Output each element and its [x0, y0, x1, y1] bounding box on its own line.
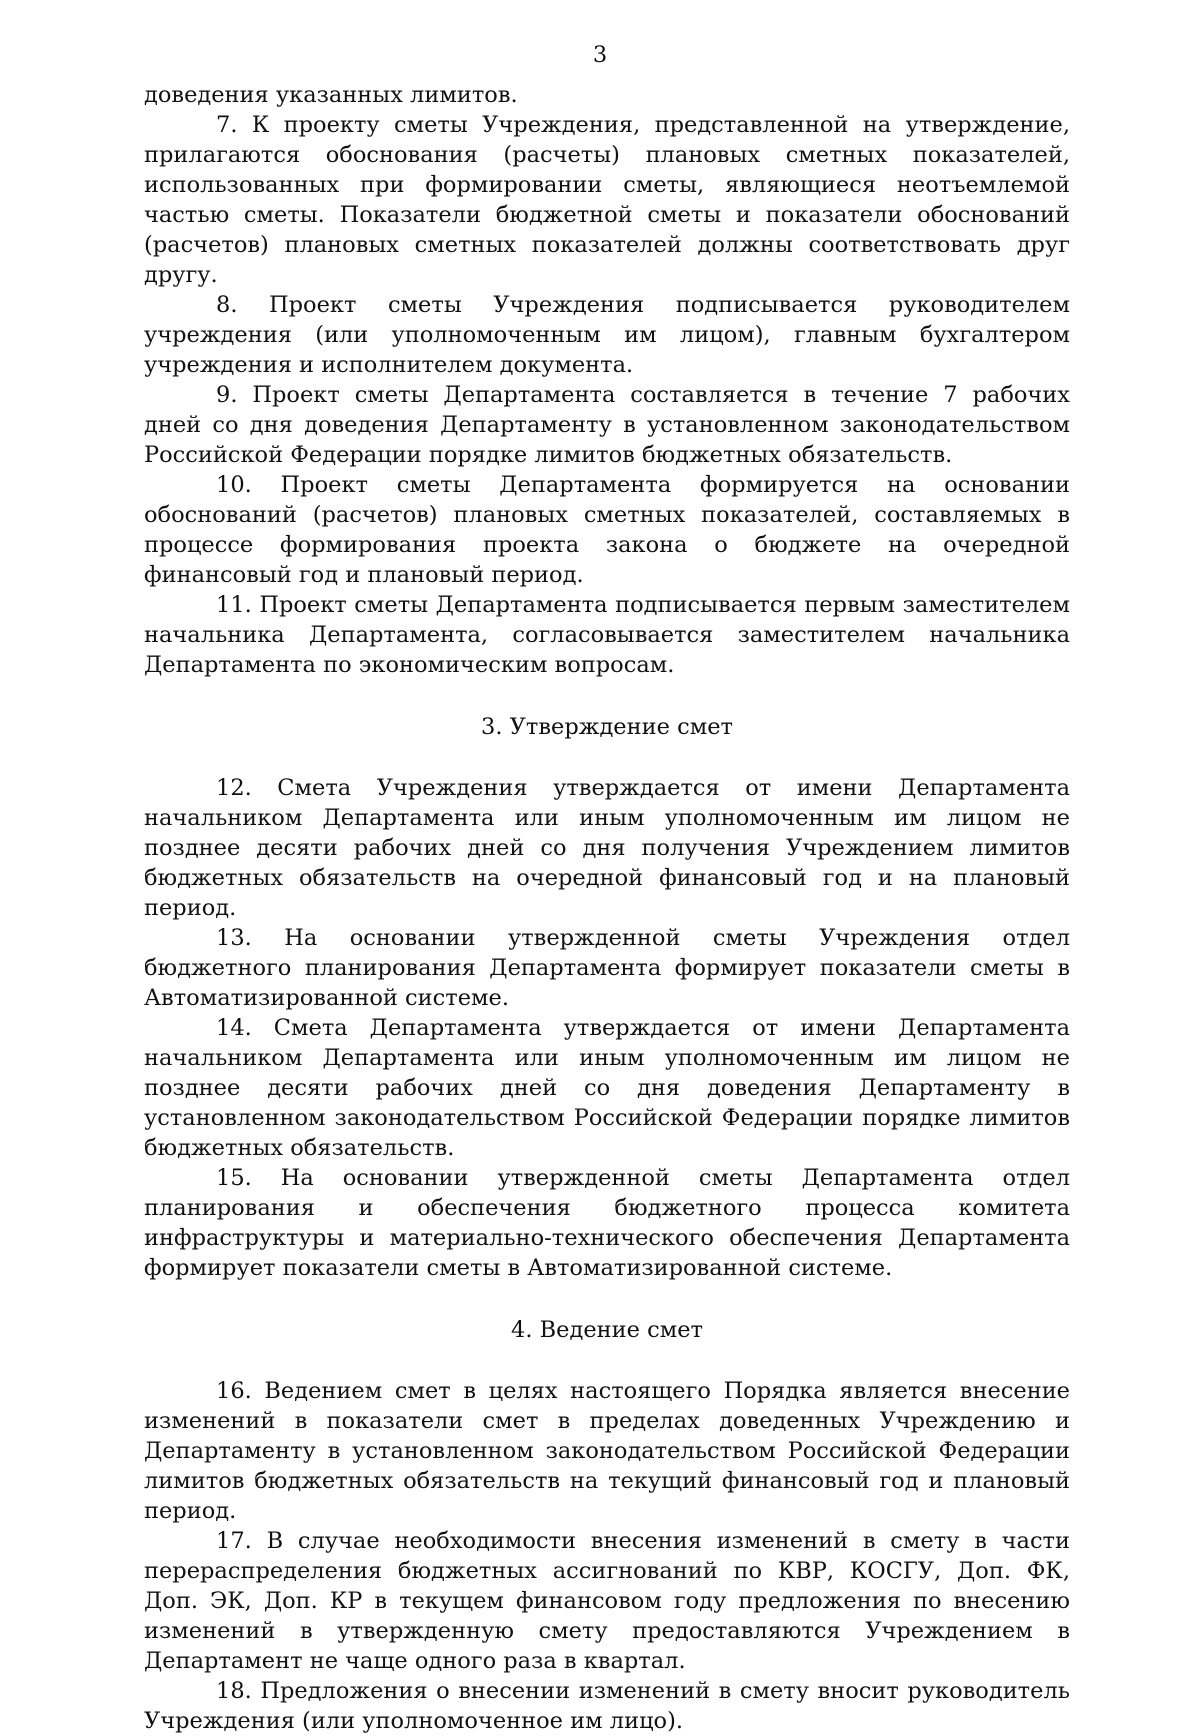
paragraph-7: 7. К проекту сметы Учреждения, представленной на утверждение, прилагаются обоснования (расчеты) плановых сметных показателей, использованных при формировании сметы, являющиеся неотъемлемой частью сметы. Показатели бюджетной сметы и показатели обоснований (расчетов) плановых сметных показателей должны соответствовать друг другу.: [144, 112, 1070, 288]
section-heading-maintenance: 4. Ведение смет: [511, 1317, 703, 1343]
paragraph-9: 9. Проект сметы Департамента составляется в течение 7 рабочих дней со дня доведения Департаменту в установленном законодательством Российской Федерации порядке лимитов бюджетных обязательств.: [144, 382, 1070, 468]
page-number: 3: [592, 42, 608, 68]
paragraph-15: 15. На основании утвержденной сметы Департамента отдел планирования и обеспечения бюджетного процесса комитета инфраструктуры и материально-технического обеспечения Департамента формирует показатели сметы в Автоматизированной системе.: [144, 1165, 1070, 1281]
paragraph-8: 8. Проект сметы Учреждения подписывается руководителем учреждения (или уполномоченным им лицом), главным бухгалтером учреждения и исполнителем документа.: [144, 292, 1070, 378]
paragraph-continuation: доведения указанных лимитов.: [144, 82, 518, 108]
document-body: [144, 80, 1070, 1736]
paragraph-17: 17. В случае необходимости внесения изменений в смету в части перераспределения бюджетных ассигнований по КВР, КОСГУ, Доп. ФК, Доп. ЭК, Доп. КР в текущем финансовом году предложения по внесению изменений в утвержденную смету предоставляются Учреждением в Департамент не чаще одного раза в квартал.: [144, 1528, 1070, 1674]
paragraph-12: 12. Смета Учреждения утверждается от имени Департамента начальником Департамента или иным уполномоченным им лицом не позднее десяти рабочих дней со дня получения Учреждением лимитов бюджетных обязательств на очередной финансовый год и на плановый период.: [144, 775, 1070, 921]
paragraph-11: 11. Проект сметы Департамента подписывается первым заместителем начальника Департамента, согласовывается заместителем начальника Департамента по экономическим вопросам.: [144, 592, 1070, 678]
section-heading-approval: 3. Утверждение смет: [481, 714, 733, 740]
paragraph-16: 16. Ведением смет в целях настоящего Порядка является внесение изменений в показатели смет в пределах доведенных Учреждению и Департаменту в установленном законодательством Российской Федерации лимитов бюджетных обязательств на текущий финансовый год и плановый период.: [144, 1378, 1070, 1524]
paragraph-13: 13. На основании утвержденной сметы Учреждения отдел бюджетного планирования Департамента формирует показатели сметы в Автоматизированной системе.: [144, 925, 1070, 1011]
paragraph-18: 18. Предложения о внесении изменений в смету вносит руководитель Учреждения (или уполномоченное им лицо).: [144, 1678, 1070, 1734]
paragraph-14: 14. Смета Департамента утверждается от имени Департамента начальником Департамента или иным уполномоченным им лицом не позднее десяти рабочих дней со дня доведения Департаменту в установленном законодательством Российской Федерации порядке лимитов бюджетных обязательств.: [144, 1015, 1070, 1161]
paragraph-10: 10. Проект сметы Департамента формируется на основании обоснований (расчетов) плановых сметных показателей, составляемых в процессе формирования проекта закона о бюджете на очередной финансовый год и плановый период.: [144, 472, 1070, 588]
